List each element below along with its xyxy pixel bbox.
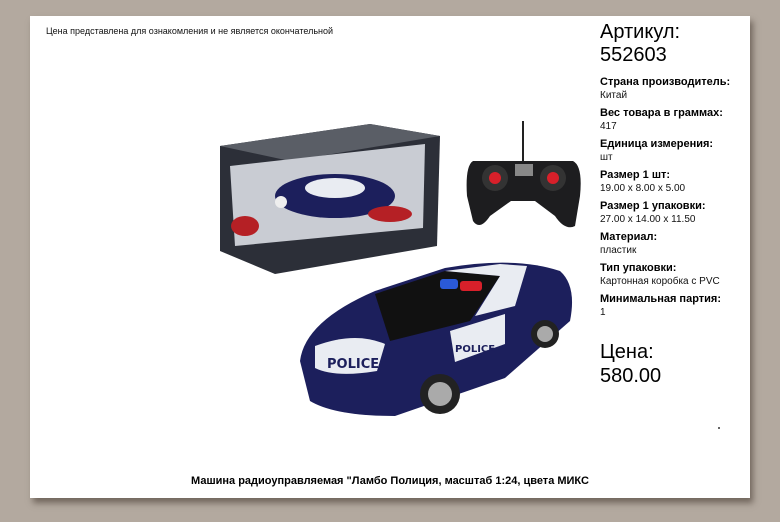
product-box-image (220, 124, 440, 274)
articul-label: Артикул: (600, 21, 681, 43)
spec-label: Тип упаковки: (600, 262, 677, 274)
stray-dot (718, 427, 720, 429)
product-sheet (30, 16, 750, 498)
spec-value: 27.00 x 14.00 x 11.50 (600, 214, 696, 225)
spec-value: 417 (600, 121, 617, 132)
spec-min-order (600, 293, 750, 319)
spec-label: Вес товара в граммах: (600, 107, 723, 119)
spec-label: Страна производитель: (600, 76, 731, 88)
spec-country (600, 76, 750, 102)
spec-label: Материал: (600, 231, 658, 243)
spec-label: Единица измерения: (600, 138, 714, 150)
svg-text:POLICE: POLICE (327, 357, 380, 372)
spec-unit (600, 138, 750, 164)
spec-label: Размер 1 шт: (600, 169, 671, 181)
price-disclaimer: Цена представлена для ознакомления и не является окончательной (46, 26, 334, 36)
remote-control-image (467, 121, 581, 227)
product-caption: Машина радиоуправляемая "Ламбо Полиция, масштаб 1:24, цвета МИКС (191, 475, 589, 487)
price-label: Цена: (600, 341, 654, 363)
spec-item-size (600, 169, 750, 195)
spec-value: шт (600, 152, 613, 163)
police-car-image (300, 263, 572, 416)
articul-value: 552603 (600, 44, 667, 66)
spec-list (600, 76, 750, 324)
spec-value: пластик (600, 245, 637, 256)
spec-package-type (600, 262, 750, 288)
spec-label: Минимальная партия: (600, 293, 721, 305)
spec-label: Размер 1 упаковки: (600, 200, 706, 212)
spec-value: 19.00 x 8.00 x 5.00 (600, 183, 686, 194)
svg-text:POLICE: POLICE (455, 344, 496, 355)
spec-material (600, 231, 750, 257)
spec-weight (600, 107, 750, 133)
product-photo (215, 116, 590, 416)
spec-value: Картонная коробка с PVC (600, 276, 720, 287)
spec-value: 1 (600, 307, 606, 318)
spec-value: Китай (600, 90, 628, 101)
price-value: 580.00 (600, 365, 662, 387)
spec-package-size (600, 200, 750, 226)
